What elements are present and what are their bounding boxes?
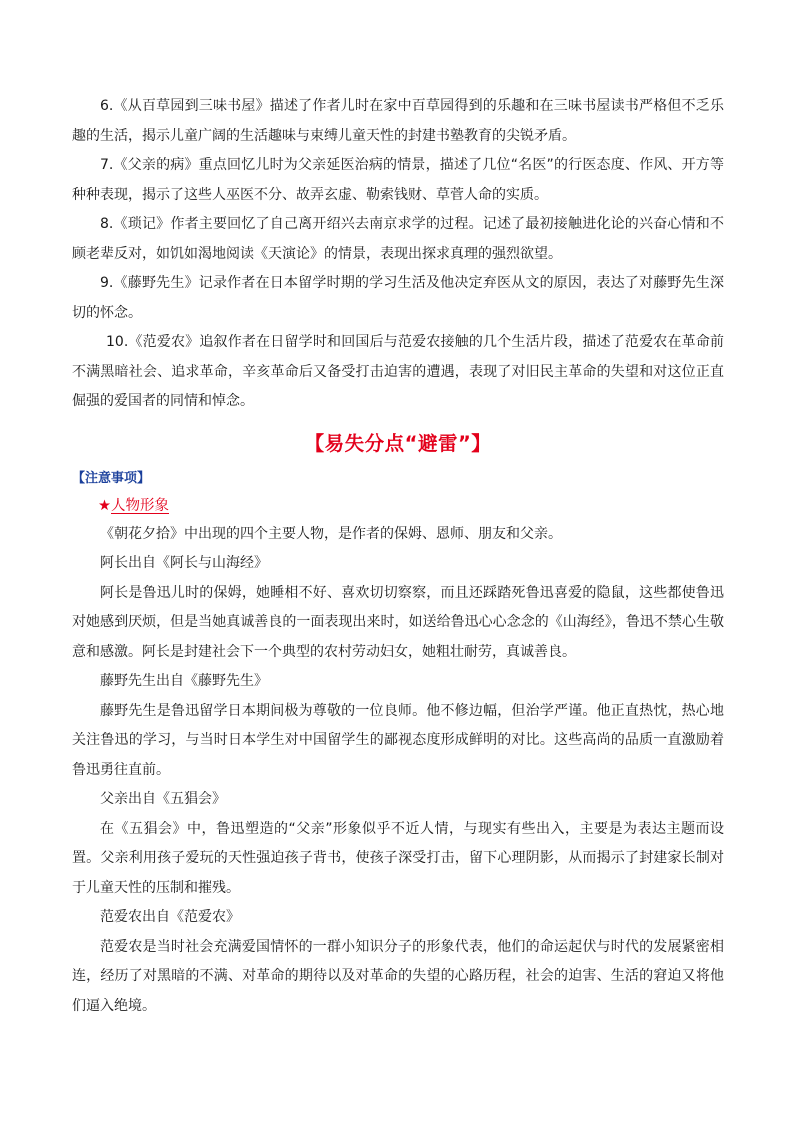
summary-item-text: 《范爱农》追叙作者在日留学时和回国后与范爱农接触的几个生活片段，描述了范爱农在革命前不满黑暗社会、追求革命，辛亥革命后又备受打击迫害的遭遇，表现了对旧民主革命的失望和对这位正直倔强的爱国者的同情和悼念。 [72,334,724,409]
character-subheading-fan-ainong: 范爱农出自《范爱农》 [100,909,240,925]
summary-item-text: 《藤野先生》记录作者在日本留学时期的学习生活及他决定弃医从文的原因，表达了对藤野先生深切的怀念。 [72,275,724,321]
character-subheading-achang: 阿长出自《阿长与山海经》 [100,555,268,571]
summary-item-text: 《父亲的病》重点回忆儿时为父亲延医治病的情景，描述了几位“名医”的行医态度、作风、开方等种种表现，揭示了这些人巫医不分、故弄玄虚、勒索钱财、草菅人命的实质。 [72,157,724,203]
intro-paragraph: 《朝花夕拾》中出现的四个主要人物，是作者的保姆、恩师、朋友和父亲。 [100,525,562,542]
summary-item-number: 6. [100,98,114,114]
summary-item-number: 8. [100,216,114,232]
character-body-fan-ainong: 范爱农是当时社会充满爱国情怀的一群小知识分子的形象代表，他们的命运起伏与时代的发展紧密相连，经历了对黑暗的不满、对革命的期待以及对革命的失望的心路历程，社会的迫害、生活的窘迫又将他们逼入绝境。 [72,938,724,1014]
character-subheading-fujino: 藤野先生出自《藤野先生》 [100,673,268,689]
summary-item-number: 10. [106,334,129,350]
summary-item-number: 7. [100,157,114,173]
summary-item-text: 《琐记》作者主要回忆了自己离开绍兴去南京求学的过程。记述了最初接触进化论的兴奋心情和不顾老辈反对，如饥如渴地阅读《天演论》的情景，表现出探求真理的强烈欲望。 [72,216,724,262]
star-icon: ★ [98,497,111,514]
character-heading-text: 人物形象 [111,497,169,514]
character-heading [98,492,724,520]
summary-item-6 [72,92,724,151]
summary-item-number: 9. [100,275,114,291]
character-subheading-father: 父亲出自《五猖会》 [100,791,226,807]
summary-item-8 [72,210,724,269]
summary-item-7 [72,151,724,210]
summary-item-text: 《从百草园到三味书屋》描述了作者儿时在家中百草园得到的乐趣和在三味书屋读书严格但不乏乐趣的生活，揭示儿童广阔的生活趣味与束缚儿童天性的封建书塾教育的尖锐矛盾。 [72,98,724,144]
section-title: 【易失分点“避雷”】 [304,431,492,455]
summary-item-10 [72,328,724,417]
note-label: 【注意事项】 [72,470,151,486]
character-body-achang: 阿长是鲁迅儿时的保姆，她睡相不好、喜欢切切察察，而且还踩踏死鲁迅喜爱的隐鼠，这些都使鲁迅对她感到厌烦，但是当她真诚善良的一面表现出来时，如送给鲁迅心心念念的《山海经》，鲁迅不禁心生敬意和感激。阿长是封建社会下一个典型的农村劳动妇女，她粗壮耐劳，真诚善良。 [72,584,724,660]
character-body-father: 在《五猖会》中，鲁迅塑造的“父亲”形象似乎不近人情，与现实有些出入，主要是为表达主题而设置。父亲利用孩子爱玩的天性强迫孩子背书，使孩子深受打击，留下心理阴影，从而揭示了封建家长制对于儿童天性的压制和摧残。 [72,820,724,896]
document-page [72,92,724,1021]
character-body-fujino: 藤野先生是鲁迅留学日本期间极为尊敬的一位良师。他不修边幅，但治学严谨。他正直热忱，热心地关注鲁迅的学习，与当时日本学生对中国留学生的鄙视态度形成鲜明的对比。这些高尚的品质一直激励着鲁迅勇往直前。 [72,702,724,778]
summary-item-9 [72,269,724,328]
